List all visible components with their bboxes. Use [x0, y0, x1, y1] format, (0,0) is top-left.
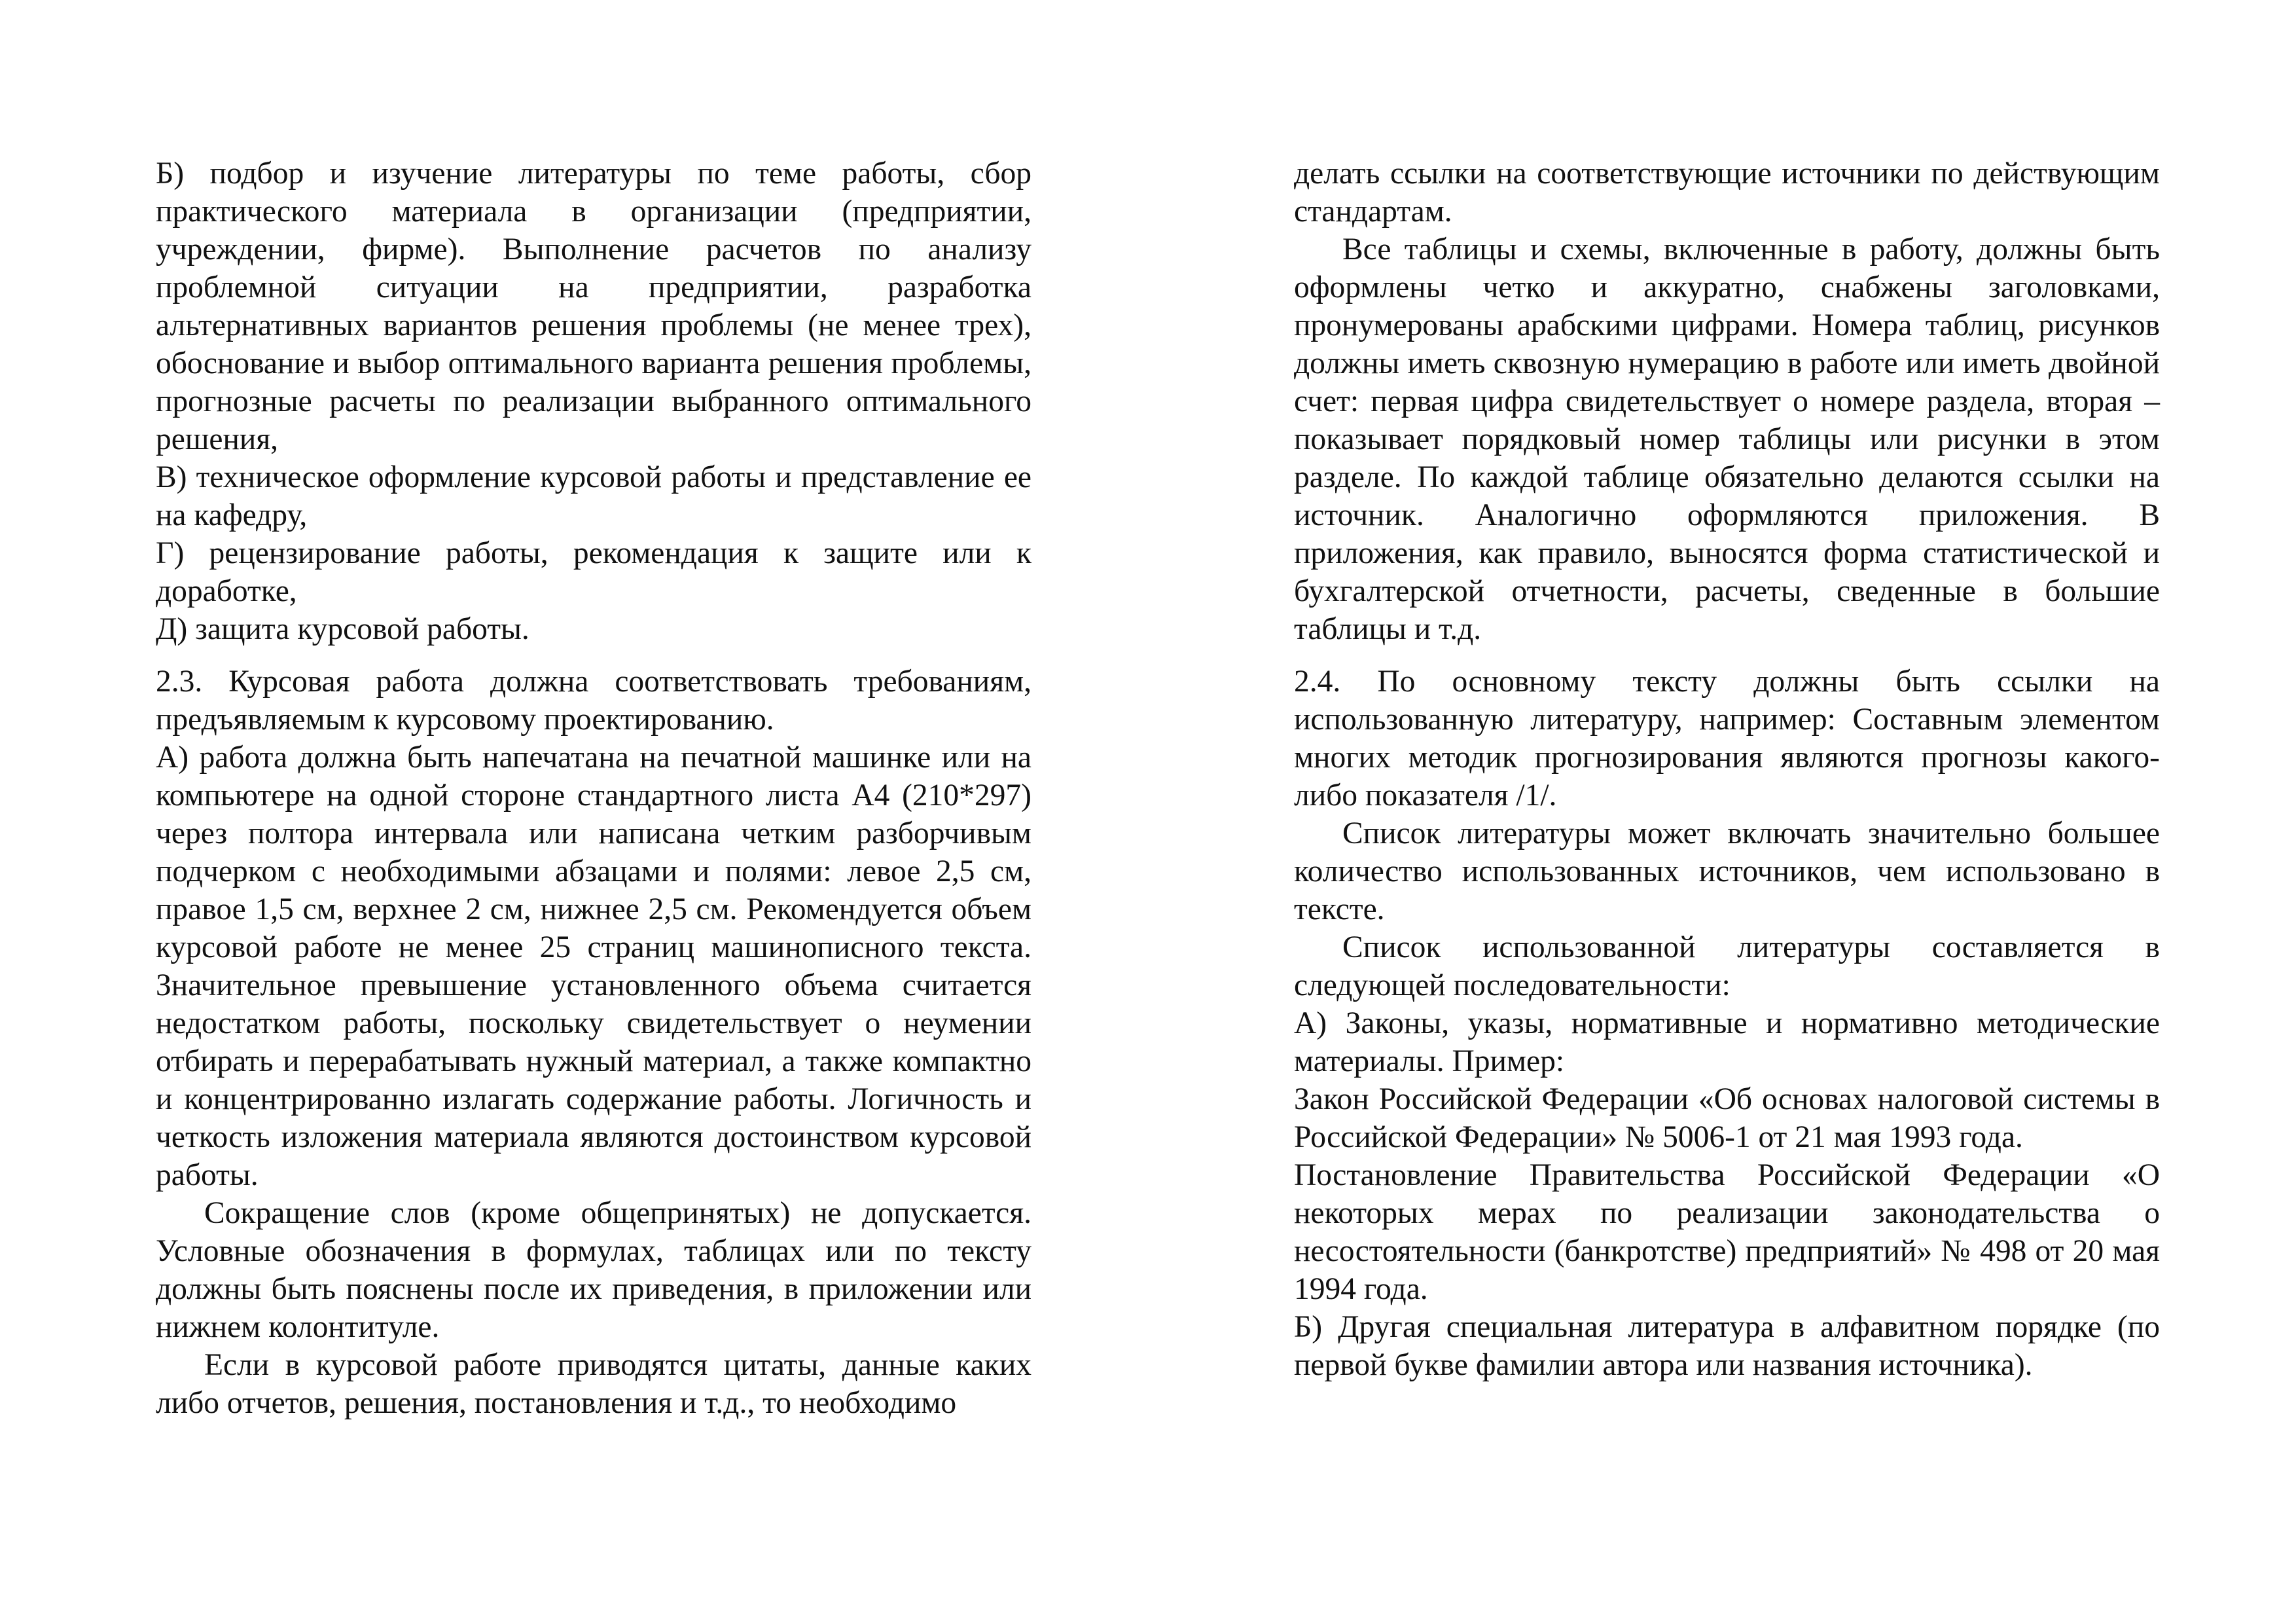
paragraph-g-review: Г) рецензирование работы, рекомендация к защите или к доработке,: [156, 536, 1031, 608]
paragraph-references-continuation: делать ссылки на соответствующие источники по действующим стандартам.: [1294, 156, 2160, 228]
paragraph-2-3-requirements: 2.3. Курсовая работа должна соответствовать требованиям, предъявляемым к курсовому проектированию.: [156, 665, 1031, 737]
paragraph-b-literature-selection: Б) подбор и изучение литературы по теме работы, сбор практического материала в организации (предприятии, учреждении, фирме). Выполнение расчетов по анализу проблемной ситуации на предприятии, разработка альтернативных вариантов решения проблемы (не менее трех), обоснование и выбор оптимального варианта решения проблемы, прогнозные расчеты по реализации выбранного оптимального решения,: [156, 156, 1031, 456]
paragraph-decree-example: Постановление Правительства Российской Федерации «О некоторых мерах по реализации законодательства о несостоятельности (банкротстве) предприятий» № 498 от 20 мая 1994 года.: [1294, 1158, 2160, 1306]
paragraph-b-other-literature: Б) Другая специальная литература в алфавитном порядке (по первой букве фамилии автора или названия источника).: [1294, 1310, 2160, 1382]
paragraph-abbreviations: Сокращение слов (кроме общепринятых) не допускается. Условные обозначения в формулах, таблицах или по тексту должны быть пояснены после их приведения, в приложении или нижнем колонтитуле.: [156, 1196, 1031, 1344]
paragraph-a-printing-rules: А) работа должна быть напечатана на печатной машинке или на компьютере на одной стороне стандартного листа А4 (210*297) через полтора интервала или написана четким разборчивым подчерком с необходимыми абзацами и полями: левое 2,5 см, правое 1,5 см, верхнее 2 см, нижнее 2,5 см. Рекомендуется объем курсовой работе не менее 25 страниц машинописного текста. Значительное превышение установленного объема считается недостатком работы, поскольку свидетельствует о неумении отбирать и перерабатывать нужный материал, а также компактно и концентрированно излагать содержание работы. Логичность и четкость изложения материала являются достоинством курсовой работы.: [156, 740, 1031, 1192]
right-column: [1294, 155, 2160, 1384]
paragraph-bibliography-size: Список литературы может включать значительно большее количество использованных источников, чем использовано в тексте.: [1294, 816, 2160, 926]
paragraph-citations: Если в курсовой работе приводятся цитаты, данные каких либо отчетов, решения, постановления и т.д., то необходимо: [156, 1348, 1031, 1420]
paragraph-bibliography-order: Список использованной литературы составляется в следующей последовательности:: [1294, 930, 2160, 1002]
paragraph-v-technical-formatting: В) техническое оформление курсовой работы и представление ее на кафедру,: [156, 460, 1031, 532]
paragraph-2-4-citation-rules: 2.4. По основному тексту должны быть ссылки на использованную литературу, например: Составным элементом многих методик прогнозирования являются прогнозы какого-либо показателя /1/.: [1294, 665, 2160, 812]
paragraph-a-laws: А) Законы, указы, нормативные и нормативно методические материалы. Пример:: [1294, 1006, 2160, 1078]
paragraph-d-defense: Д) защита курсовой работы.: [156, 612, 529, 646]
paragraph-tables-and-schemes: Все таблицы и схемы, включенные в работу, должны быть оформлены четко и аккуратно, снабжены заголовками, пронумерованы арабскими цифрами. Номера таблиц, рисунков должны иметь сквозную нумерацию в работе или иметь двойной счет: первая цифра свидетельствует о номере раздела, вторая – показывает порядковый номер таблицы или рисунки в этом разделе. По каждой таблице обязательно делаются ссылки на источник. Аналогично оформляются приложения. В приложения, как правило, выносятся форма статистической и бухгалтерской отчетности, расчеты, сведенные в большие таблицы и т.д.: [1294, 232, 2160, 646]
left-column: [156, 155, 1031, 1422]
paragraph-law-example: Закон Российской Федерации «Об основах налоговой системы в Российской Федерации» № 5006-1 от 21 мая 1993 года.: [1294, 1082, 2160, 1154]
